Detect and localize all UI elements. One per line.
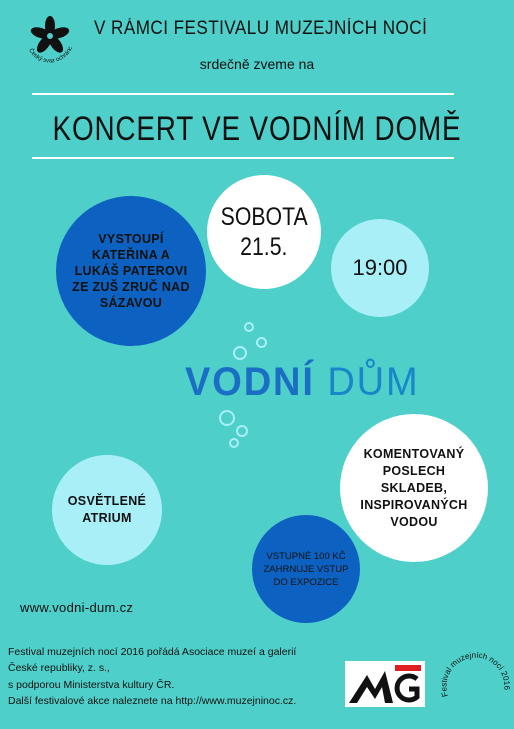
brand-wordmark — [185, 360, 420, 405]
entry-fee-circle — [252, 515, 360, 623]
commentary-text: KOMENTOVANÝ POSLECH SKLADEB, INSPIROVANÝCH VODOU — [360, 446, 468, 529]
headline: V RÁMCI FESTIVALU MUZEJNÍCH NOCÍ — [94, 18, 428, 39]
subline: srdečně zveme na — [199, 56, 315, 72]
brand-word-1: VODNÍ — [185, 360, 315, 404]
svg-text:Festival muzejních nocí 2016 — [440, 651, 512, 698]
footer-line: Festival muzejních nocí 2016 pořádá Asociace muzeí a galerií — [8, 646, 297, 658]
vodni-dum-logo — [185, 360, 455, 410]
footer-line: Další festivalové akce naleznete na http://www.muzejninoc.cz. — [8, 694, 297, 707]
date-circle — [207, 175, 321, 289]
day-date: 21.5. — [240, 233, 288, 261]
moon-logo-icon — [440, 650, 512, 722]
event-time: 19:00 — [352, 255, 408, 280]
entry-fee-text: VSTUPNÉ 100 KČ ZAHRNUJE VSTUP DO EXPOZICE — [263, 550, 349, 588]
day-name: SOBOTA — [220, 203, 308, 231]
time-circle — [331, 219, 429, 317]
mg-logo-icon — [345, 661, 425, 707]
atrium-circle — [52, 455, 162, 565]
bubble-decoration — [244, 322, 254, 332]
divider-bottom — [32, 157, 454, 159]
mg-logo — [345, 661, 425, 707]
atrium-text: OSVĚTLENÉ ATRIUM — [67, 494, 147, 525]
performers-text: VYSTOUPÍ KATEŘINA A LUKÁŠ PATEROVI ZE ZUŠ ZRUČ NAD SÁZAVOU — [72, 232, 190, 310]
commentary-circle — [340, 414, 488, 562]
bubble-decoration — [219, 410, 235, 426]
org-logo-text: Český svaz ochránc — [27, 45, 75, 65]
website-link[interactable]: www.vodni-dum.cz — [20, 600, 134, 615]
bubble-decoration — [229, 438, 239, 448]
bubble-decoration — [233, 346, 247, 360]
bubble-decoration — [256, 337, 267, 348]
brand-word-2: DŮM — [327, 360, 420, 404]
footer-line: České republiky, z. s., — [8, 662, 110, 675]
footer-line: s podporou Ministerstva kultury ČR. — [8, 678, 175, 691]
footer-text — [8, 644, 338, 709]
festival-logo — [440, 650, 512, 722]
performers-circle — [56, 196, 206, 346]
bubble-decoration — [236, 425, 248, 437]
event-title: KONCERT VE VODNÍM DOMĚ — [52, 110, 462, 148]
divider-top — [32, 93, 454, 95]
festival-logo-text: Festival muzejních nocí 2016 — [440, 650, 512, 698]
